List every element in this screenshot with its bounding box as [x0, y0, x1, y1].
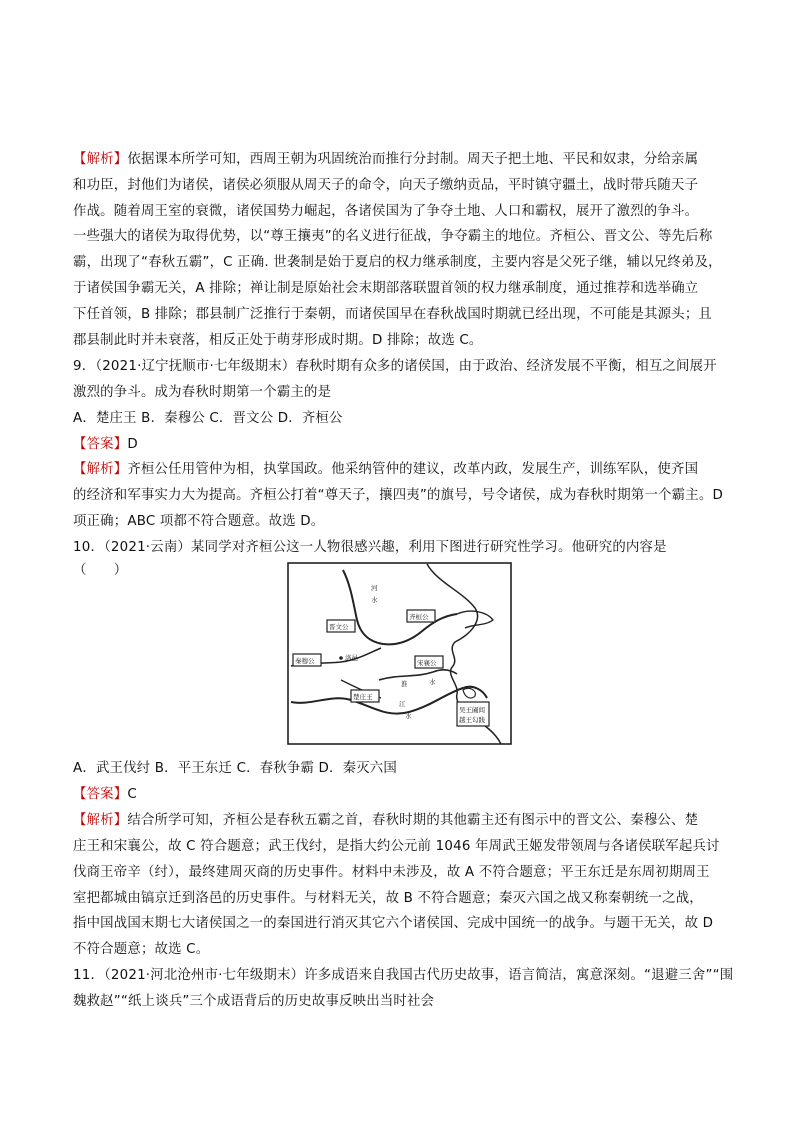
analysis-tag: 【解析】 [73, 462, 128, 477]
q9-stem-line-2: 激烈的争斗。成为春秋时期第一个霸主的是 [73, 385, 332, 400]
label-he: 河 [371, 584, 378, 592]
label-wu-yue [457, 702, 489, 726]
svg-text:越王勾践: 越王勾践 [459, 716, 485, 724]
q9-answer [73, 435, 138, 455]
answer-tag: 【答案】 [73, 437, 128, 452]
q8-analysis-line-6: 于诸侯国争霸无关，A 排除；禅让制是原始社会末期部落联盟首领的权力继承制度，通过推荐和选举确立 [73, 281, 699, 296]
analysis-tag: 【解析】 [73, 813, 128, 828]
answer-value: D [127, 437, 138, 452]
svg-text:晋文公: 晋文公 [329, 623, 349, 631]
q11-stem-line-1: 11．（2021·河北沧州市·七年级期末）许多成语来自我国古代历史故事，语言简洁，寓意深刻。“退避三舍”“围 [73, 968, 734, 983]
analysis-tag: 【解析】 [73, 152, 128, 167]
q9-options: A．楚庄王 B．秦穆公 C．晋文公 D．齐桓公 [73, 411, 343, 426]
answer-value: C [127, 787, 137, 802]
q9-stem-line-1: 9．（2021·辽宁抚顺市·七年级期末）春秋时期有众多的诸侯国，由于政治、经济发展不平衡，相互之间展开 [73, 359, 717, 374]
q8-analysis-line-4: 一些强大的诸侯为取得优势，以“尊王攘夷”的名义进行征战，争夺霸主的地位。齐桓公、晋文公、等先后称 [73, 229, 713, 244]
svg-text:秦穆公: 秦穆公 [295, 657, 315, 665]
q10-analysis-line-2: 庄王和宋襄公，故 C 符合题意；武王伐纣，是指大约公元前 1046 年周武王姬发带领周与各诸侯联军起兵讨 [73, 839, 720, 854]
q8-analysis-line-2: 和功臣，封他们为诸侯，诸侯必须服从周天子的命令，向天子缴纳贡品，平时镇守疆土，战时带兵随天子 [73, 178, 699, 193]
q10-analysis-line-6: 不符合题意；故选 C。 [73, 942, 210, 957]
label-jiang-shui: 水 [405, 712, 412, 720]
label-jiang: 江 [399, 700, 406, 708]
svg-text:楚庄王: 楚庄王 [353, 693, 373, 701]
q10-analysis-line-3: 伐商王帝辛（纣），最终建周灭商的历史事件。材料中未涉及，故 A 不符合题意；平王东迁是东周初期周王 [73, 865, 710, 880]
q10-stem-line-1: 10．（2021·云南）某同学对齐桓公这一人物很感兴趣，利用下图进行研究性学习。他研究的内容是 [73, 540, 667, 555]
q10-analysis-line-4: 室把都城由镐京迁到洛邑的历史事件。与材料无关，故 B 不符合题意；秦灭六国之战又称秦朝统一之战， [73, 891, 703, 906]
q8-analysis-line-7: 下任首领，B 排除；郡县制广泛推行于秦朝，而诸侯国早在春秋战国时期就已经出现，不可能是其源头；且 [73, 307, 713, 322]
q10-options: A．武王伐纣 B．平王东迁 C．春秋争霸 D．秦灭六国 [73, 761, 397, 776]
answer-tag: 【答案】 [73, 787, 128, 802]
label-jin-wen-gong [327, 620, 355, 632]
q10-stem-line-2: （ ） [73, 563, 128, 578]
q8-analysis-line-8: 郡县制此时并未衰落，相反正处于萌芽形成时期。D 排除；故选 C。 [73, 333, 483, 348]
label-luoyi: 洛邑 [345, 654, 358, 662]
label-huai: 淮 [401, 680, 408, 688]
q9-analysis-line-3: 项正确；ABC 项都不符合题意。故选 D。 [73, 514, 325, 529]
luoyi-dot [339, 656, 343, 660]
label-qi-huan-gong [407, 610, 435, 622]
svg-text:宋襄公: 宋襄公 [417, 659, 437, 667]
label-huai-shui: 水 [429, 678, 436, 686]
q10-answer [73, 785, 137, 805]
q8-analysis-line-3: 作战。随着周王室的衰微，诸侯国势力崛起，各诸侯国为了争夺土地、人口和霸权，展开了激烈的争斗。 [73, 204, 699, 219]
q9-analysis-line-2: 的经济和军事实力大为提高。齐桓公打着“尊天子，攘四夷”的旗号，号令诸侯，成为春秋时期第一个霸主。D [73, 488, 723, 503]
spring-autumn-hegemons-map [287, 562, 512, 745]
q9-analysis-line-1: 【解析】齐桓公任用管仲为相，执掌国政。他采纳管仲的建议，改革内政，发展生产，训练军队，使齐国 [73, 462, 699, 477]
q8-analysis-line-5: 霸，出现了“春秋五霸”，C 正确. 世袭制是始于夏启的权力继承制度，主要内容是父死子继，辅以兄终弟及， [73, 255, 722, 270]
q11-stem-line-2: 魏救赵”“纸上谈兵”三个成语背后的历史故事反映出当时社会 [73, 994, 435, 1009]
svg-text:吴王阖闾: 吴王阖闾 [459, 706, 485, 714]
q10-analysis-line-5: 指中国战国末期七大诸侯国之一的秦国进行消灭其它六个诸侯国、完成中国统一的战争。与题干无关，故 D [73, 916, 714, 931]
label-song-xiang-gong [415, 656, 443, 668]
label-chu-zhuang-wang [351, 690, 379, 702]
label-he-shui: 水 [371, 596, 378, 604]
q10-analysis-line-1: 【解析】结合所学可知，齐桓公是春秋五霸之首，春秋时期的其他霸主还有图示中的晋文公、秦穆公、楚 [73, 813, 699, 828]
svg-text:齐桓公: 齐桓公 [409, 613, 429, 621]
q8-analysis-line-1: 【解析】依据课本所学可知，西周王朝为巩固统治而推行分封制。周天子把土地、平民和奴隶，分给亲属 [73, 152, 699, 167]
label-qin-mu-gong [293, 654, 321, 666]
